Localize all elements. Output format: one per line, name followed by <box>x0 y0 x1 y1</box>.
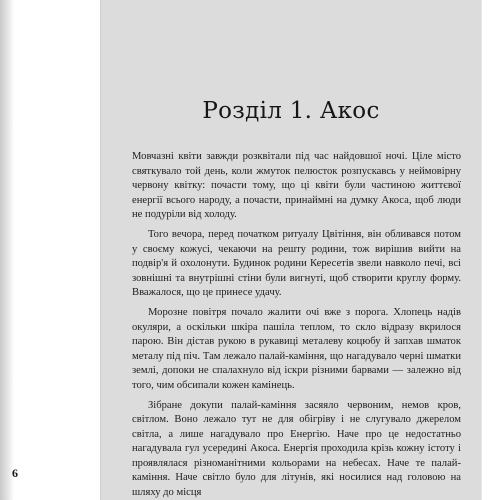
paragraph-2: Того вечора, перед початком ритуалу Цвітіння, він обливався потом у своєму кожусі, чекаючи на решту родини, тож вирішив вийти на подвір'я й охолонути. Будинок родини Кересетів звели навколо печі, всі зовнішні та внутрішні стіни були вигнуті, щоб створити круглу форму. Вважалося, що це принесе удачу. <box>132 228 461 299</box>
chapter-title: Розділ 1. Акос <box>202 98 380 124</box>
page-edge-shadow <box>0 0 14 500</box>
page-number: 6 <box>12 466 18 480</box>
paragraph-4: Зібране докупи палай-каміння засяяло червоним, немов кров, світлом. Воно лежало тут не для обігріву і не слугувало джерелом світла, а лише нагадувало про Енергію. Наче про це недостатньо нагадувала гул усередині Акоса. Енергія проходила крізь кожну істоту і проявлялася різноманітними кольорами на небесах. Наче те палай-каміння. Наче світло було для літунів, які носилися над головою на шляху до місця <box>132 399 461 499</box>
paragraph-1: Мовчазні квіти завжди розквітали під час найдовшої ночі. Ціле місто святкувало той день, коли жмуток пелюсток розпускавсь у неймовірну червону квітку: почасти тому, що ці квіти були частиною життєвої енергії всього народу, а почасти, принаймні на думку Акоса, щоб люди не подуріли від холоду. <box>132 151 461 221</box>
book-page <box>100 0 482 500</box>
paragraph-3: Морозне повітря почало жалити очі вже з порога. Хлопець надів окуляри, а оскільки шкіра пашіла теплом, то скло відразу вкрилося парою. Він дістав рукою в рукавиці металеву коцюбу й запхав шматок металу під піч. Там лежало палай-каміння, що нагадувало черні шматки землі, допоки не спалахнуло від іскри різними барвами — залежно від того, чим обсипали кожен камінець. <box>132 306 461 391</box>
chapter-body <box>132 150 461 500</box>
